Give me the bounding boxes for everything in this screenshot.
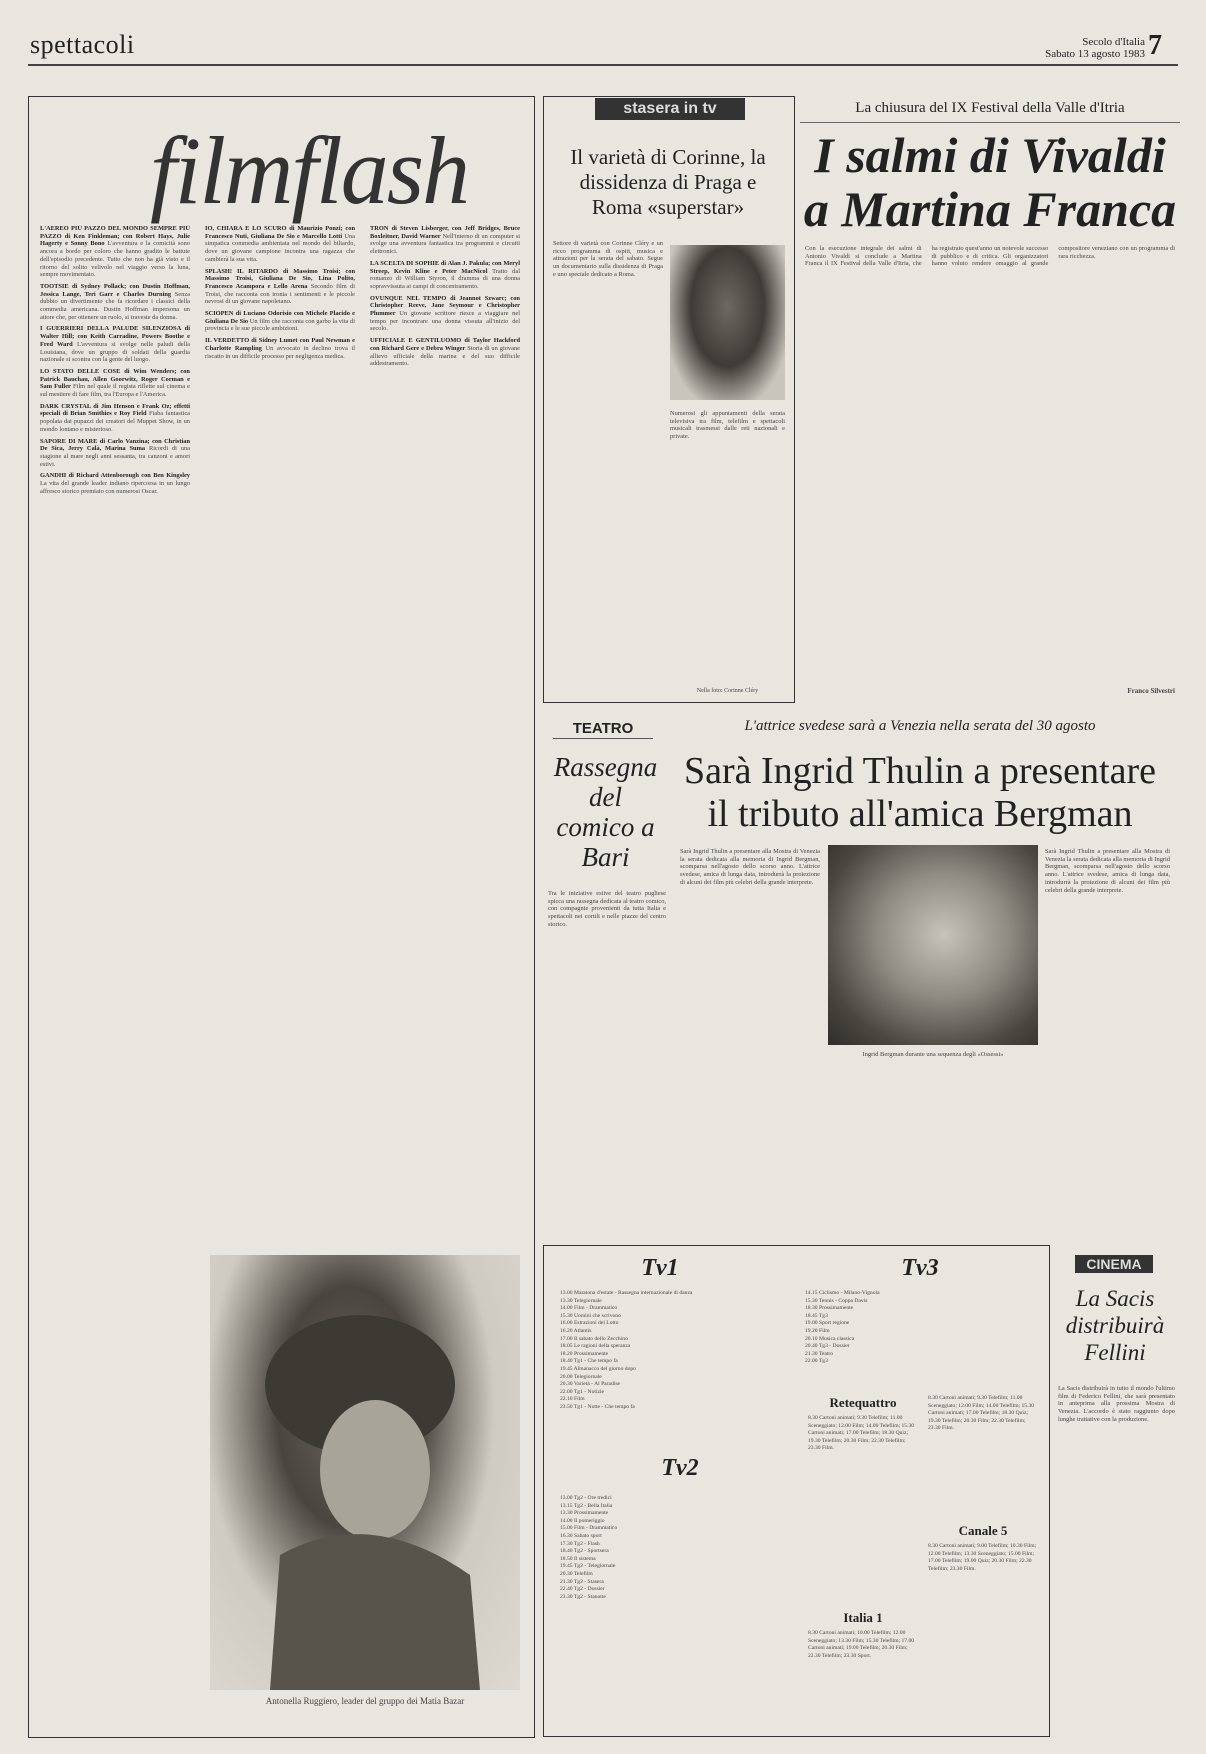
newspaper-info: [1045, 36, 1145, 60]
tv2-title: Tv2: [661, 1455, 699, 1481]
retequattro-list-2: 8.30 Cartoni animati; 9.30 Telefilm; 11.00 Sceneggiato; 12.00 Film; 14.00 Telefilm; 15.30 Cartoni animati; 17.00 Telefilm; 18.30 Quiz; 19.30 Telefilm; 20.30 Film; 22.30 Telefilm; 23.30 Film.: [928, 1395, 1035, 1432]
header-rule: [28, 64, 1178, 66]
filmflash-col1: [40, 225, 190, 1720]
section-title: spettacoli: [30, 30, 135, 59]
review-item: SPLASH! IL RITARDO di Massimo Troisi; con Massimo Troisi, Giuliana De Sio, Lina Polito, Francesco Acampora e Lello Arena Secondo film di Troisi, che racconta con ironia i sentimenti e le piccole nevrosi di un giovane napoletano.: [205, 267, 355, 306]
bergman-photo: [828, 845, 1038, 1045]
filmflash-col2: [205, 225, 355, 735]
filmflash-title: filmflash: [150, 117, 469, 224]
thulin-headline: Sarà Ingrid Thulin a presentare il tributo all'amica Bergman: [683, 750, 1156, 835]
bergman-caption: Ingrid Bergman durante una sequenza degli «Ossessi»: [862, 1051, 1004, 1058]
vivaldi-headline: I salmi di Vivaldi a Martina Franca: [803, 127, 1177, 237]
review-item: I GUERRIERI DELLA PALUDE SILENZIOSA di Walter Hill; con Keith Carradine, Powers Boothe e Fred Ward L'avventura si svolge nelle paludi della Louisiana, dove un gruppo di soldati della guardia nazionale si scontra con la gente del luogo.: [40, 325, 190, 364]
tv-tag: stasera in tv: [595, 98, 745, 120]
tv2-list: 13.00 Tg2 - Ore tredici 13.15 Tg2 - Bella Italia 13.30 Prossimamente 14.00 Il pomeriggio 15.00 Film - Drammatico 16.30 Sabato sport 17.30 Tg2 - Flash 18.40 Tg2 - Sportsera 18.50 Il sistema 19.45 Tg2 - Telegiornale 20.30 Telefilm 21.30 Tg2 - Stasera 22.40 Tg2 - Dossier 23.30 Tg2 - Stanotte: [560, 1495, 618, 1600]
cinema-headline: La Sacis distribuirà Fellini: [1065, 1286, 1165, 1365]
portrait-figure: [210, 1255, 520, 1690]
tv1-list: 13.00 Maratona d'estate - Rassegna internazionale di danza 13.30 Telegiornale 14.00 Film - Drammatico 15.30 Uomini che scrivono 16.00 Estrazioni del Lotto 16.20 Atlantis 17.00 Il sabato dello Zecchino 18.05 Le ragioni della speranza 18.20 Prossimamente 18.40 Tg1 - Che tempo fa 19.45 Almanacco del giorno dopo 20.00 Telegiornale 20.30 Varietà - Al Paradise 22.00 Tg1 - Notizie 22.10 Film 23.50 Tg1 - Notte - Che tempo fa: [560, 1290, 693, 1410]
tv1-title: Tv1: [641, 1255, 679, 1281]
vivaldi-rule: [800, 122, 1180, 123]
review-item: TRON di Steven Lisberger, con Jeff Bridges, Bruce Boxleitner, David Warner Nell'interno di un computer si svolge una avventura fantastica tra programmi e circuiti elettronici.: [370, 225, 520, 256]
review-item: SCIOPEN di Luciano Odorisio con Michele Placido e Giuliana De Sio Un film che racconta con garbo la vita di provincia e le sue piccole ambizioni.: [205, 310, 355, 333]
corinne-photo: [670, 245, 785, 400]
thulin-col1: Sarà Ingrid Thulin a presentare alla Mostra di Venezia la serata dedicata alla memoria di Ingrid Bergman, scomparsa nell'agosto dello scorso anno. L'attrice svedese, amica di lunga data, introdurrà la proiezione di alcuni dei film più celebri della grande interprete.: [680, 848, 820, 886]
vivaldi-body: Con la esecuzione integrale dei salmi di Antonio Vivaldi si conclude a Martina Franca il IX Festival della Valle d'Itria, che ha registrato quest'anno un notevole successo di pubblico e di critica. Gli organizzatori hanno voluto rendere omaggio al grande compositore veneziano con un programma di rara ricchezza.: [805, 245, 1175, 268]
review-item: LO STATO DELLE COSE di Wim Wenders; con Patrick Bauchau, Allen Goorwitz, Roger Corman e Sam Fuller Film nel quale il regista riflette sul cinema e sul mestiere di fare film, tra l'Europa e l'America.: [40, 367, 190, 399]
thulin-col2: Sarà Ingrid Thulin a presentare alla Mostra di Venezia la serata dedicata alla memoria di Ingrid Bergman, scomparsa nell'agosto dello scorso anno. L'attrice svedese, amica di lunga data, introdurrà la proiezione di alcuni dei film più celebri della grande interprete.: [1045, 848, 1170, 894]
review-item: DARK CRYSTAL di Jim Henson e Frank Oz; effetti speciali di Brian Smithies e Roy Field Fiaba fantastica popolata dai pupazzi dei creatori del Muppet Show, in un mondo lontano e misterioso.: [40, 402, 190, 433]
teatro-headline: Rassegna del comico a Bari: [553, 752, 658, 872]
tv3-title: Tv3: [901, 1255, 939, 1281]
issue-date: Sabato 13 agosto 1983: [1045, 48, 1145, 60]
review-item: IL VERDETTO di Sidney Lumet con Paul Newman e Charlotte Rampling Un avvocato in declino trova il riscatto in un difficile processo per negligenza medica.: [205, 337, 355, 360]
review-item: SAPORE DI MARE di Carlo Vanzina; con Christian De Sica, Jerry Calà, Marina Suma Ricordi di una stagione al mare negli anni sessanta, tra canzoni e amori estivi.: [40, 437, 190, 468]
review-item: GANDHI di Richard Attenborough con Ben Kingsley La vita del grande leader indiano ripercorsa in un lungo affresco storico premiato con numerosi Oscar.: [40, 472, 190, 495]
review-item: TOOTSIE di Sydney Pollack; con Dustin Hoffman, Jessica Lange, Teri Garr e Charles Durning Senza dubbio un divertimento che fa ricordare i classici della commedia americana. Dustin Hoffman impersona un attore che, per ottenere un ruolo, si traveste da donna.: [40, 282, 190, 321]
review-item: OVUNQUE NEL TEMPO di Jeannot Szwarc; con Christopher Reeve, Jane Seymour e Christopher Plummer Un giovane scrittore riesce a viaggiare nel tempo per incontrare una donna vissuta all'inizio del secolo.: [370, 294, 520, 333]
tv3-list: 14.15 Ciclismo - Milano-Vignola 15.30 Tennis - Coppa Davis 18.30 Prossimamente 18.45 Tg3 19.00 Sport regione 19.20 Film 20.10 Musica classica 20.40 Tg3 - Dossier 21.30 Teatro 22.00 Tg3: [805, 1290, 880, 1365]
page-number: 7: [1148, 30, 1162, 61]
canale5-list: 8.30 Cartoni animati; 9.00 Telefilm; 10.30 Film; 12.00 Telefilm; 13.30 Sceneggiato; 15.00 Film; 17.00 Telefilm; 19.00 Quiz; 20.30 Film; 22.30 Telefilm; 23.30 Film.: [928, 1543, 1037, 1572]
teatro-tag: TEATRO: [553, 720, 653, 739]
ruggiero-photo: [210, 1255, 520, 1690]
corinne-caption: Nella foto: Corinne Cléry: [696, 688, 759, 694]
cinema-tag: CINEMA: [1075, 1255, 1153, 1273]
teatro-body: Tra le iniziative estive del teatro pugliese spicca una rassegna dedicata al teatro comico, con compagnie provenienti da tutta Italia e spettacoli nei cortili e nelle piazze del centro storico.: [548, 890, 666, 928]
italia1-title: Italia 1: [843, 1610, 883, 1625]
ruggiero-caption: Antonella Ruggiero, leader del gruppo dei Matia Bazar: [265, 1696, 465, 1706]
cinema-body: La Sacis distribuirà in tutto il mondo l'ultimo film di Federico Fellini, che sarà presentato in anteprima alla prossima Mostra di Venezia. L'accordo è stato raggiunto dopo lunghe trattative con la produzione.: [1058, 1385, 1175, 1423]
filmflash-col3: [370, 225, 520, 735]
tv-headline: Il varietà di Corinne, la dissidenza di Praga e Roma «superstar»: [570, 145, 766, 219]
review-item: UFFICIALE E GENTILUOMO di Taylor Hackford con Richard Gere e Debra Winger Storia di un giovane allievo ufficiale della marina e del suo difficile addestramento.: [370, 337, 520, 368]
review-item: IO, CHIARA E LO SCURO di Maurizio Ponzi; con Francesco Nuti, Giuliana De Sio e Marcello Lotti Una simpatica commedia ambientata nel mondo del biliardo, dove un giovane campione incontra una ragazza che cambierà la sua vita.: [205, 225, 355, 263]
review-item: LA SCELTA DI SOPHIE di Alan J. Pakula; con Meryl Streep, Kevin Kline e Peter MacNicol Tratto dal romanzo di William Styron, il dramma di una donna sopravvissuta ai campi di concentramento.: [370, 259, 520, 290]
thulin-kicker: L'attrice svedese sarà a Venezia nella serata del 30 agosto: [744, 718, 1096, 734]
canale5-title: Canale 5: [958, 1523, 1008, 1538]
newspaper-name: Secolo d'Italia: [1082, 36, 1145, 48]
vivaldi-kicker: La chiusura del IX Festival della Valle d'Itria: [855, 100, 1125, 116]
italia1-list: 8.30 Cartoni animati; 10.00 Telefilm; 12.00 Sceneggiato; 13.30 Film; 15.30 Telefilm; 17.00 Cartoni animati; 19.00 Telefilm; 20.30 Film; 22.30 Telefilm; 23.30 Sport.: [808, 1630, 915, 1659]
retequattro-list: 8.30 Cartoni animati; 9.30 Telefilm; 11.00 Sceneggiato; 12.00 Film; 14.00 Telefilm; 15.30 Cartoni animati; 17.00 Telefilm; 18.30 Quiz; 19.30 Telefilm; 20.30 Film; 22.30 Telefilm; 23.30 Film.: [808, 1415, 915, 1452]
retequattro-title: Retequattro: [829, 1395, 897, 1410]
tv-col1: Settore di varietà con Corinne Cléry e un ricco programma di ospiti, musica e attrazioni per la serata del sabato. Segue un documentario sulla dissidenza di Praga e uno speciale dedicato a Roma.: [553, 240, 663, 278]
vivaldi-author: Franco Silvestri: [1127, 688, 1175, 695]
review-item: L'AEREO PIÙ PAZZO DEL MONDO SEMPRE PIÙ PAZZO di Ken Finkleman; con Robert Hays, Julie Hagerty e Sonny Bono L'avventura e la comicità sono ancora a bordo per coloro che hanno gradito le battute dell'episodio precedente. Tutto che non ha già visto e il ritorno del solito velivolo nel viaggio verso la luna, sempre movimentato.: [40, 225, 190, 279]
tv-col2: Numerosi gli appuntamenti della serata televisiva tra film, telefilm e spettacoli musicali trasmessi dalle reti nazionali e private.: [670, 410, 785, 441]
